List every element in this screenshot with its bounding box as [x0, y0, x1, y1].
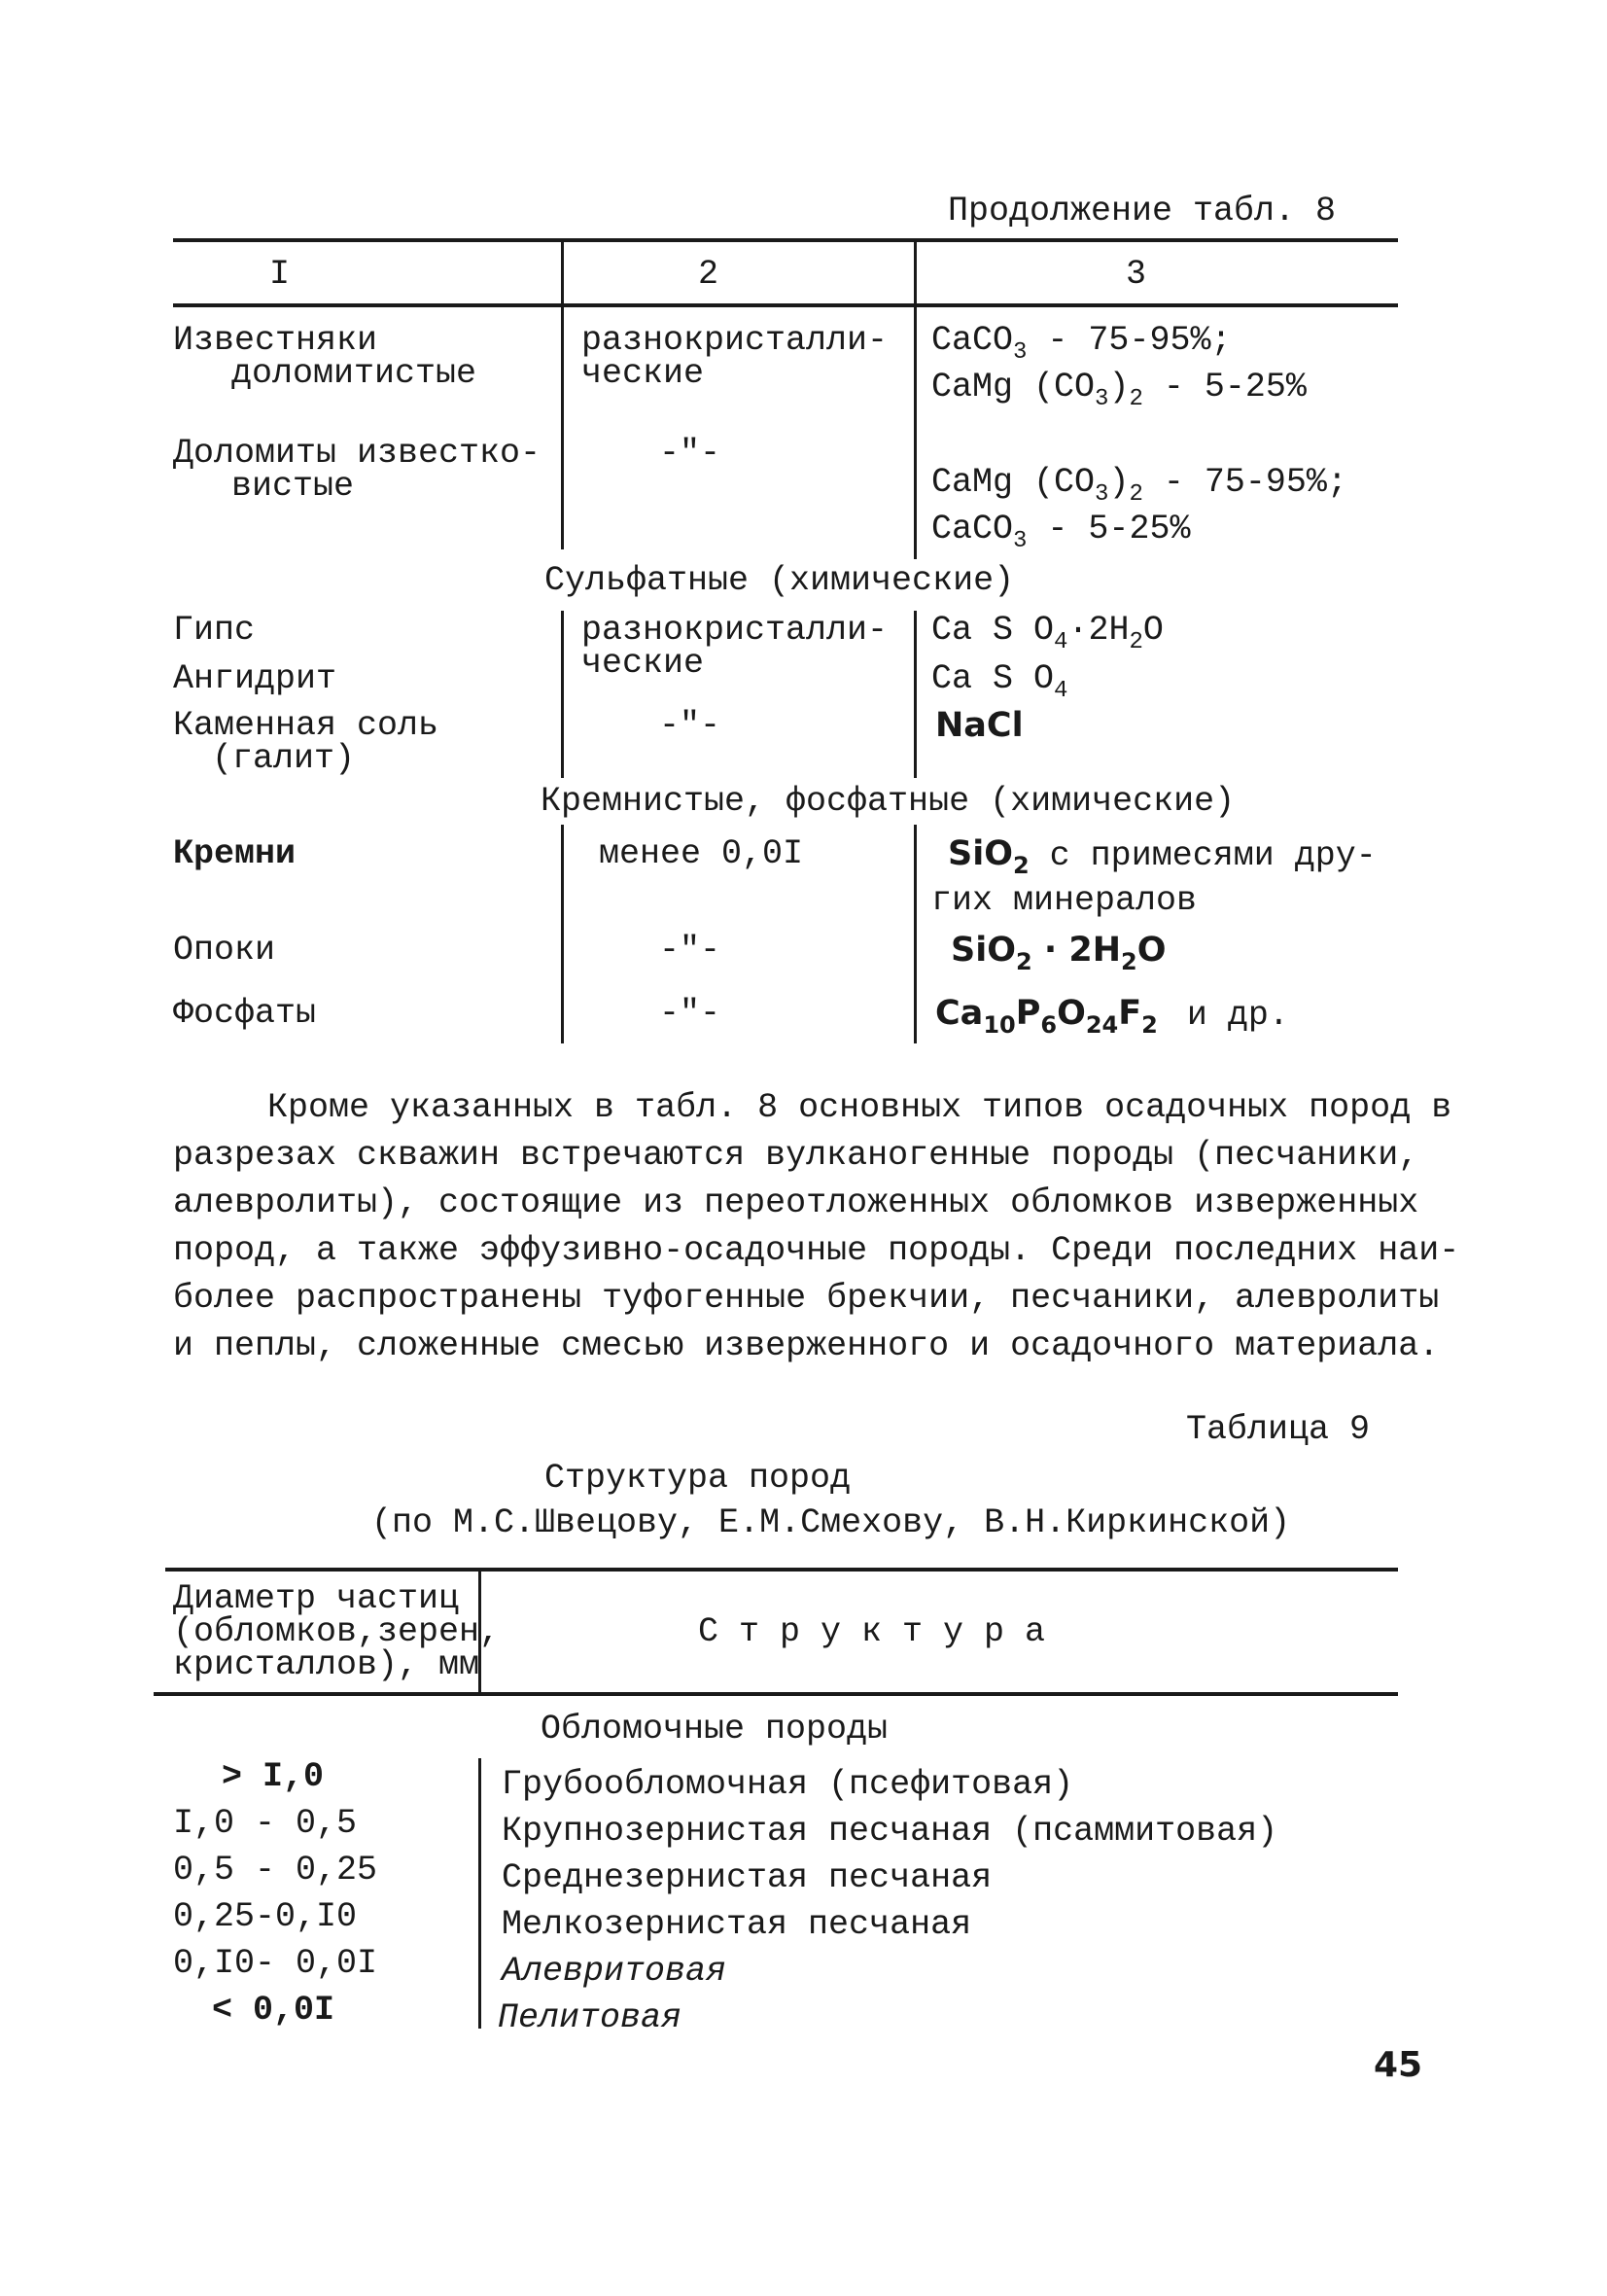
table8-header-rule: [173, 303, 1398, 307]
paragraph-line-4: пород, а также эффузивно-осадочные породы. Среди последних наи-: [173, 1231, 1460, 1270]
table8-row2-name-line2: вистые: [231, 467, 355, 506]
table8-row5-name-line1: Каменная соль: [173, 706, 439, 745]
table9-header-rule: [154, 1692, 1398, 1696]
table8-divider-1b: [561, 611, 564, 778]
table8-row1-comp-line2: CaMg $(CO_3)_2 - 5-25\%$: [931, 368, 1307, 412]
table8-header-col2: 2: [698, 255, 719, 294]
table8-row6-comp-line2: гих минералов: [931, 881, 1198, 920]
table9-subtitle: (по М.С.Швецову, Е.М.Смехову, В.Н.Киркинской): [371, 1503, 1291, 1542]
table8-row7-struct: -"-: [659, 931, 721, 970]
table8-row2-comp-line1: CaMg $(CO_3)_2 - 75-95\%$;: [931, 463, 1347, 508]
table8-row2-comp-line2: CaCO$_3$ - 5-25%: [931, 510, 1191, 554]
table8-caption: Продолжение табл. 8: [948, 192, 1337, 230]
table8-row1-name-line1: Известняки: [173, 321, 378, 360]
table8-section-silica: Кремнистые, фосфатные (химические): [541, 782, 1236, 821]
table9-row6-diameter: < 0,0I: [212, 1991, 335, 2030]
table8-divider-1a: [561, 238, 564, 549]
table9-row6-structure: Пелитовая: [498, 1998, 682, 2037]
table8-row3-name: Гипс: [173, 611, 256, 650]
table8-row5-name-line2: (галит): [212, 739, 356, 778]
table9-row1-structure: Грубообломочная (псефитовая): [502, 1765, 1074, 1804]
table9-title: Структура пород: [544, 1459, 852, 1498]
table8-divider-2a: [914, 238, 917, 559]
table9-row4-diameter: 0,25-0,I0: [173, 1897, 358, 1936]
table9-body-divider: [478, 1758, 481, 2029]
table8-row5-comp: NaCl: [935, 706, 1024, 745]
paragraph-line-1: Кроме указанных в табл. 8 основных типов осадочных пород в: [267, 1088, 1452, 1127]
table8-row3-comp: Ca S $O_4\cdot 2H_2O$: [931, 611, 1164, 655]
table8-row4-comp: Ca S $O_4$: [931, 659, 1068, 704]
table9-row5-structure: Алевритовая: [502, 1952, 727, 1991]
table9-row3-structure: Среднезернистая песчаная: [502, 1858, 993, 1897]
table8-row1-struct-line2: ческие: [581, 354, 705, 393]
table8-row5-struct: -"-: [659, 706, 721, 745]
table8-divider-2c: [914, 825, 917, 1043]
paragraph-line-2: разрезах скважин встречаются вулканогенные породы (песчаники,: [173, 1136, 1419, 1175]
table8-row3-struct-line2: ческие: [581, 644, 705, 683]
table9-row5-diameter: 0,I0- 0,0I: [173, 1944, 378, 1983]
table8-top-rule: [173, 238, 1398, 242]
table9-label: Таблица 9: [1186, 1410, 1371, 1449]
table8-row2-struct: -"-: [659, 434, 721, 473]
page-number: 45: [1374, 2045, 1423, 2085]
table9-header-col1-line1: Диаметр частиц: [173, 1579, 460, 1618]
table9-row1-diameter: > I,0: [222, 1757, 325, 1796]
table9-header-col1-line2: (обломков,зерен,: [173, 1612, 501, 1651]
table8-header-col1: I: [269, 255, 291, 294]
table9-top-rule: [165, 1568, 1398, 1572]
paragraph-line-5: более распространены туфогенные брекчии, песчаники, алевролиты: [173, 1279, 1440, 1318]
table8-divider-1c: [561, 825, 564, 1043]
table8-row3-struct-line1: разнокристалли-: [581, 611, 889, 650]
table8-row8-name: Фосфаты: [173, 994, 317, 1033]
paragraph-line-3: алевролиты), состоящие из переотложенных обломков изверженных: [173, 1183, 1419, 1222]
table9-row3-diameter: 0,5 - 0,25: [173, 1851, 378, 1890]
table9-row4-structure: Мелкозернистая песчаная: [502, 1905, 972, 1944]
table8-row2-name-line1: Доломиты известко-: [173, 434, 541, 473]
table8-row6-comp: SiO$_2$ с примесями дру-: [948, 834, 1377, 879]
paragraph-line-6: и пеплы, сложенные смесью изверженного и осадочного материала.: [173, 1326, 1440, 1365]
table9-row2-diameter: I,0 - 0,5: [173, 1804, 358, 1843]
table8-section-sulfate: Сульфатные (химические): [544, 561, 1015, 600]
table8-row8-struct: -"-: [659, 994, 721, 1033]
table8-row7-comp: $SiO_2 \cdot 2H_2O$: [951, 931, 1167, 975]
table8-row4-name: Ангидрит: [173, 659, 337, 698]
table8-header-col3: 3: [1126, 255, 1147, 294]
table8-row1-name-line2: доломитистые: [231, 354, 477, 393]
table8-row8-comp: $Ca_{10}P_6O_{24}F_2$ и др.: [935, 994, 1289, 1039]
table8-row1-comp-line1: CaCO$_3$ - 75-95%;: [931, 321, 1232, 366]
table9-row2-structure: Крупнозернистая песчаная (псаммитовая): [502, 1812, 1278, 1851]
table8-row6-struct: менее 0,0I: [599, 834, 804, 873]
table9-header-col2: С т р у к т у р а: [698, 1612, 1046, 1651]
table8-row6-name: Кремни: [173, 834, 297, 873]
table8-divider-2b: [914, 611, 917, 778]
table9-section: Обломочные породы: [541, 1710, 889, 1748]
table8-row7-name: Опоки: [173, 931, 276, 970]
table8-row1-struct-line1: разнокристалли-: [581, 321, 889, 360]
table9-header-col1-line3: кристаллов), мм: [173, 1645, 480, 1684]
